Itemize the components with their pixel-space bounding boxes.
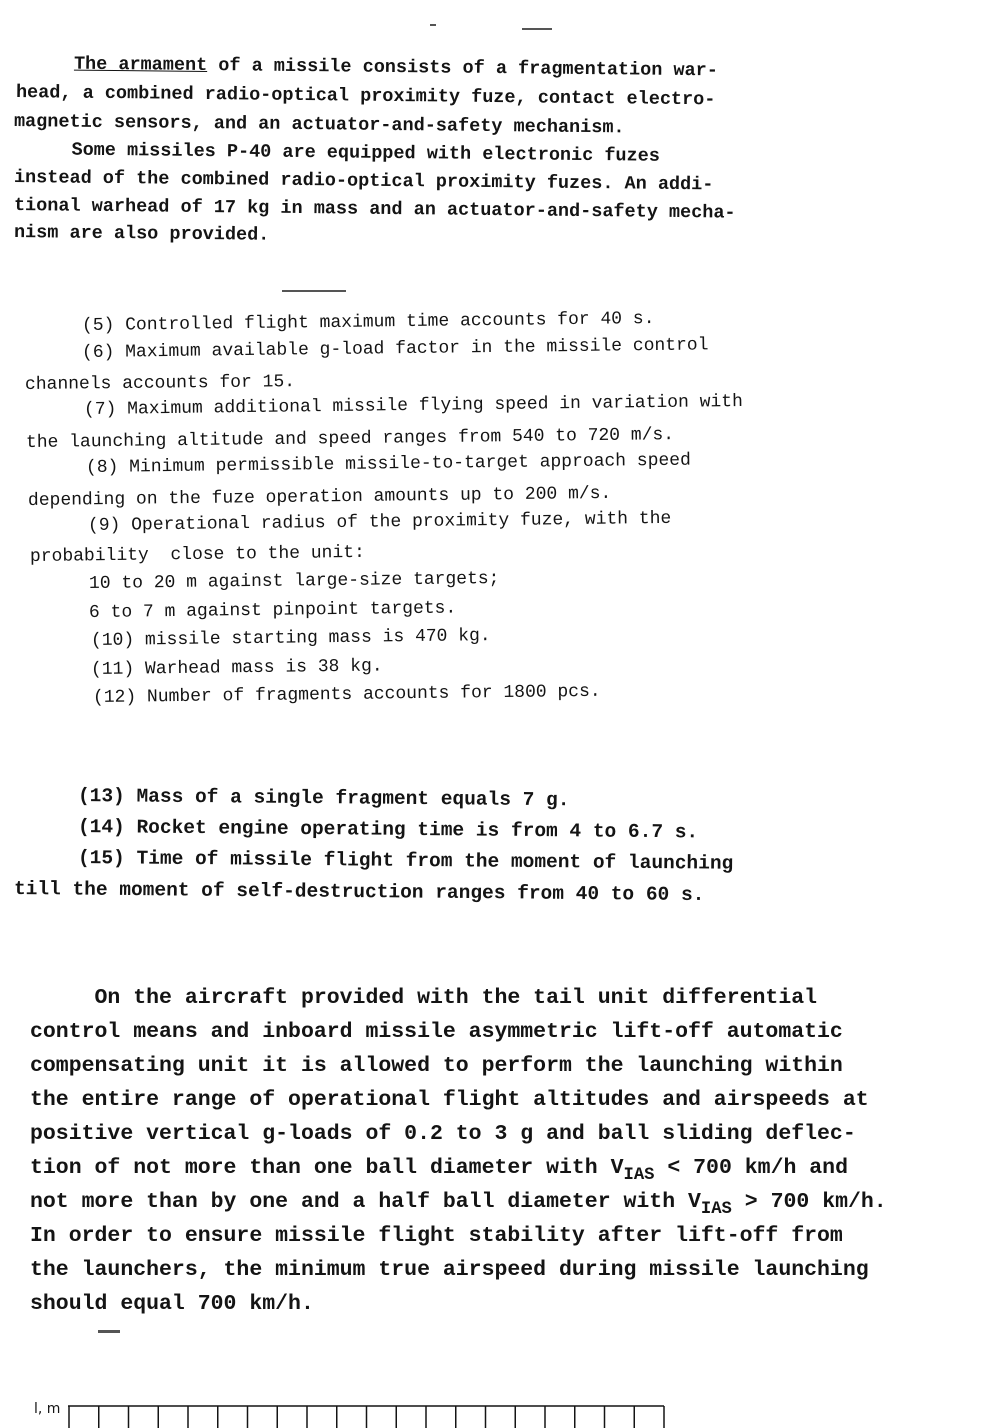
text-line: the entire range of operational flight altitudes and airspeeds at (30, 1088, 869, 1112)
spec-item: (14) Rocket engine operating time is from 4 to 6.7 s. (77, 816, 699, 844)
text-line: instead of the combined radio-optical proximity fuzes. An addi- (13, 167, 714, 196)
spec-item: probability close to the unit: (29, 542, 365, 567)
spec-item: the launching altitude and speed ranges from 540 to 720 m/s. (25, 425, 675, 453)
spec-item: (7) Maximum additional missile flying speed in variation with (83, 391, 743, 420)
spec-item: (6) Maximum available g-load factor in the missile control (81, 335, 709, 363)
spec-item: 6 to 7 m against pinpoint targets. (88, 598, 457, 623)
graph-grid (68, 1404, 668, 1428)
spec-item: (5) Controlled flight maximum time accounts for 40 s. (81, 309, 655, 336)
cut-off-text-fragment (522, 28, 552, 30)
spec-item: (12) Number of fragments accounts for 1800 pcs. (92, 681, 601, 708)
spec-item: till the moment of self-destruction ranges from 40 to 60 s. (13, 878, 705, 907)
spec-item: depending on the fuze operation amounts up to 200 m/s. (27, 483, 612, 511)
spec-item: (11) Warhead mass is 38 kg. (90, 656, 383, 680)
text-line: On the aircraft provided with the tail unit differential (30, 986, 818, 1010)
text-line: nism are also provided. (13, 222, 270, 246)
text-line: compensating unit it is allowed to perform the launching within (30, 1054, 843, 1078)
spec-item: (9) Operational radius of the proximity fuze, with the (87, 508, 672, 536)
graph-axis-label: l, m (34, 1401, 61, 1417)
armament-heading: The armament (73, 53, 208, 77)
spec-item: 10 to 20 m against large-size targets; (88, 568, 500, 594)
spec-item: (15) Time of missile flight from the moment of launching (77, 847, 734, 875)
text-line: positive vertical g-loads of 0.2 to 3 g and ball sliding deflec- (30, 1122, 856, 1146)
spec-item: (8) Minimum permissible missile-to-target approach speed (85, 450, 691, 478)
text-line: head, a combined radio-optical proximity fuze, contact electro- (15, 82, 716, 111)
spec-item: (13) Mass of a single fragment equals 7 g. (77, 785, 570, 812)
text-line: In order to ensure missile flight stability after lift-off from (30, 1224, 843, 1248)
text-line: Some missiles P-40 are equipped with electronic fuzes (15, 139, 660, 167)
cut-off-text-fragment (430, 24, 436, 26)
text-line: control means and inboard missile asymmetric lift-off automatic (30, 1020, 843, 1044)
spec-item: (10) missile starting mass is 470 kg. (90, 626, 491, 651)
text-line: tional warhead of 17 kg in mass and an actuator-and-safety mecha- (13, 195, 736, 224)
text-line: should equal 700 km/h. (30, 1292, 314, 1316)
text-line: magnetic sensors, and an actuator-and-safety mechanism. (13, 111, 625, 139)
text-line: the launchers, the minimum true airspeed during missile launching (30, 1258, 869, 1282)
text-line: not more than by one and a half ball diameter with $V_{IAS} > 700$ km/h. (30, 1190, 887, 1220)
text-line: tion of not more than one ball diameter with $V_{IAS} < 700$ km/h and (30, 1156, 848, 1186)
text-line: The armament of a missile consists of a fragmentation war- (73, 53, 718, 82)
cut-off-text-fragment (98, 1330, 120, 1333)
cut-off-text-fragment (282, 290, 346, 292)
spec-item: channels accounts for 15. (24, 372, 296, 395)
